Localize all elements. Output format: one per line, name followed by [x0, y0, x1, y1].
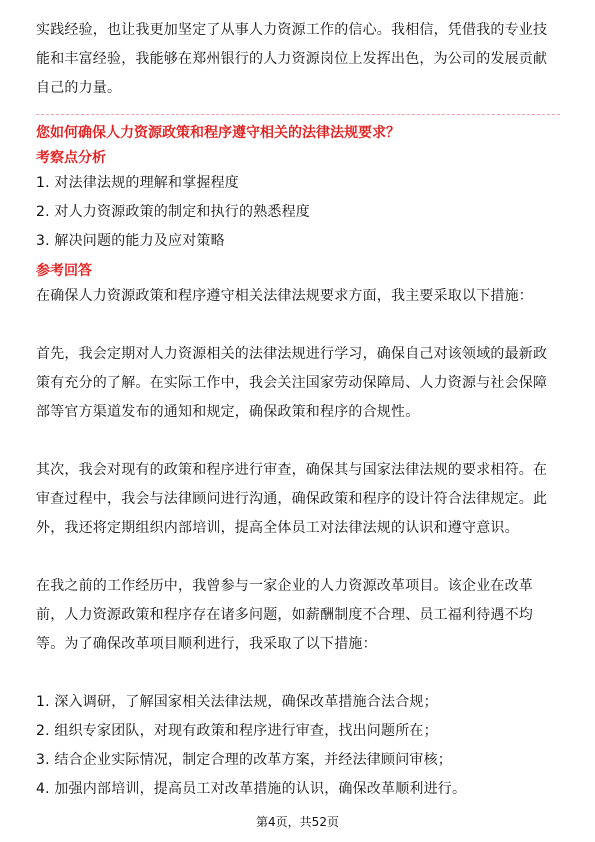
- list-item: 1. 深入调研，了解国家相关法律法规，确保改革措施合法合规；: [36, 694, 438, 710]
- opening-line: 在确保人力资源政策和程序遵守相关法律法规要求方面，我主要采取以下措施：: [36, 288, 533, 304]
- list-item: 1. 对法律法规的理解和掌握程度: [36, 175, 240, 191]
- paragraph-line: 外，我还将定期组织内部培训，提高全体员工对法律法规的认识和遵守意识。: [36, 520, 519, 536]
- paragraph-line: 在我之前的工作经历中，我曾参与一家企业的人力资源改革项目。该企业在改革: [36, 578, 533, 594]
- intro-line: 能和丰富经验，我能够在郑州银行的人力资源岗位上发挥出色，为公司的发展贡献: [36, 51, 548, 67]
- section-divider: [36, 114, 560, 115]
- analysis-list: [36, 169, 560, 256]
- intro-line: 实践经验，也让我更加坚定了从事人力资源工作的信心。我相信，凭借我的专业技: [36, 22, 548, 38]
- answer-heading: 参考回答: [36, 263, 92, 279]
- list-item: 3. 结合企业实际情况，制定合理的改革方案，并经法律顾问审核；: [36, 752, 453, 768]
- paragraph-line: 策有充分的了解。在实际工作中，我会关注国家劳动保障局、人力资源与社会保障: [36, 375, 548, 391]
- answer-opening: [36, 282, 560, 311]
- answer-paragraph-2: [36, 456, 560, 543]
- intro-line: 自己的力量。: [36, 80, 122, 96]
- list-item: 4. 加强内部培训，提高员工对改革措施的认识，确保改革顺利进行。: [36, 781, 467, 797]
- list-item: 3. 解决问题的能力及应对策略: [36, 233, 225, 249]
- list-item: 2. 对人力资源政策的制定和执行的熟悉程度: [36, 204, 311, 220]
- analysis-heading: 考察点分析: [36, 150, 106, 166]
- list-item: 2. 组织专家团队，对现有政策和程序进行审查，找出问题所在；: [36, 723, 438, 739]
- paragraph-line: 部等官方渠道发布的通知和规定，确保政策和程序的合规性。: [36, 404, 420, 420]
- paragraph-line: 其次，我会对现有的政策和程序进行审查，确保其与国家法律法规的要求相符。在: [36, 462, 548, 478]
- steps-list: [36, 688, 560, 804]
- paragraph-line: 前，人力资源政策和程序存在诸多问题，如薪酬制度不合理、员工福利待遇不均: [36, 607, 533, 623]
- answer-paragraph-3: [36, 572, 560, 659]
- question-heading: 您如何确保人力资源政策和程序遵守相关的法律法规要求？: [36, 125, 400, 141]
- paragraph-line: 等。为了确保改革项目顺利进行，我采取了以下措施：: [36, 636, 377, 652]
- paragraph-line: 首先，我会定期对人力资源相关的法律法规进行学习，确保自己对该领域的最新政: [36, 346, 548, 362]
- page-number: 第4页，共52页: [256, 815, 339, 829]
- intro-paragraph: [36, 16, 560, 103]
- page-content: [36, 16, 560, 804]
- answer-paragraph-1: [36, 340, 560, 427]
- paragraph-line: 审查过程中，我会与法律顾问进行沟通，确保政策和程序的设计符合法律规定。此: [36, 491, 548, 507]
